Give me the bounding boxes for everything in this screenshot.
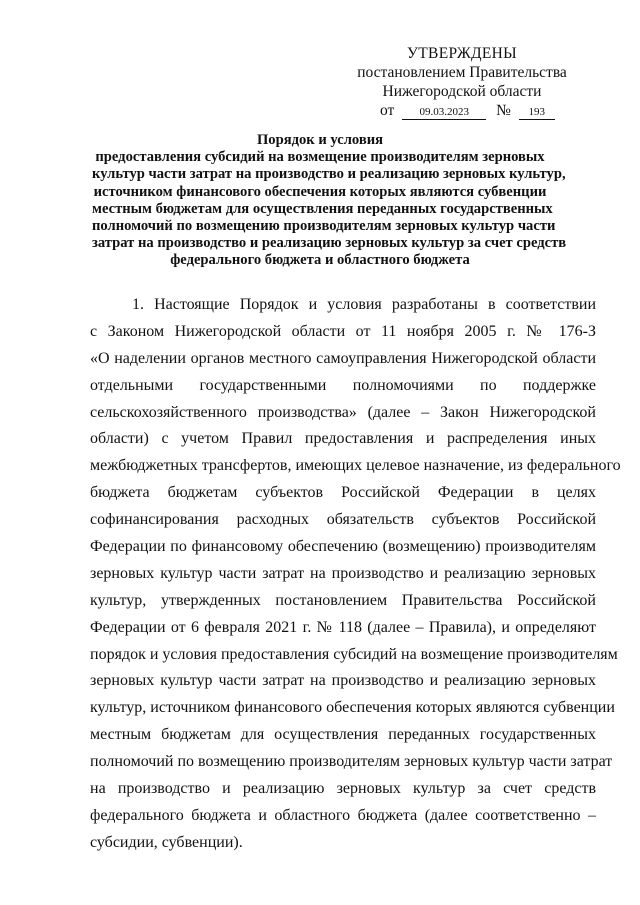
paragraph-line: культур, источником финансового обеспечения которых являются субвенции xyxy=(90,699,615,717)
paragraph-line: отдельными государственными полномочиями по поддержке xyxy=(90,376,596,394)
approval-line-2: Нижегородской области xyxy=(382,83,542,100)
paragraph-line: софинансирования расходных обязательств субъектов Российской xyxy=(90,511,596,529)
approval-heading: УТВЕРЖДЕНЫ xyxy=(407,45,517,62)
title-line: местным бюджетам для осуществления переданных государственных xyxy=(92,200,553,217)
title-line: полномочий по возмещению производителям зерновых культур части xyxy=(92,218,556,235)
decree-reference xyxy=(350,101,574,120)
paragraph-line: межбюджетных трансфертов, имеющих целевое назначение, из федерального xyxy=(90,457,621,475)
title-line: Порядок и условия xyxy=(256,132,384,148)
approval-block xyxy=(350,44,574,120)
approval-line-1: постановлением Правительства xyxy=(357,64,567,81)
paragraph-line: субсидии, субвенции). xyxy=(90,833,243,851)
paragraph-line: Федерации по финансовому обеспечению (возмещению) производителям xyxy=(90,538,596,556)
from-label: от xyxy=(380,102,395,119)
paragraph-line: зерновых культур части затрат на производство и реализацию зерновых xyxy=(90,564,596,582)
paragraph-line: порядок и условия предоставления субсидий на возмещение производителям xyxy=(90,645,618,663)
title-line: предоставления субсидий на возмещение производителям зерновых xyxy=(95,149,545,166)
document-title xyxy=(92,132,567,270)
paragraph-line: с Законом Нижегородской области от 11 ноября 2005 г. № 176-З xyxy=(90,322,596,340)
title-line: культур части затрат на производство и реализацию зерновых культур, xyxy=(92,166,566,183)
title-line: затрат на производство и реализацию зерновых культур за счет средств xyxy=(92,235,567,252)
paragraph-line: федерального бюджета и областного бюджета (далее соответственно – xyxy=(90,806,596,824)
number-label: № xyxy=(496,102,511,119)
decree-number: 193 xyxy=(519,105,555,120)
decree-date: 09.03.2023 xyxy=(402,105,486,120)
paragraph-line: «О наделении органов местного самоуправления Нижегородской области xyxy=(90,349,596,367)
paragraph-line: области) с учетом Правил предоставления и распределения иных xyxy=(90,430,596,448)
title-line: источником финансового обеспечения которых являются субвенции xyxy=(93,183,547,200)
paragraph-line: 1. Настоящие Порядок и условия разработаны в соответствии xyxy=(132,296,596,313)
paragraph-line: на производство и реализацию зерновых культур за счет средств xyxy=(90,780,596,798)
paragraph-line: зерновых культур части затрат на производство и реализацию зерновых xyxy=(90,672,596,690)
paragraph-line: местным бюджетам для осуществления переданных государственных xyxy=(90,726,596,744)
paragraph-1 xyxy=(90,292,621,857)
paragraph-line: сельскохозяйственного производства» (далее – Закон Нижегородской xyxy=(90,403,596,421)
title-line: федерального бюджета и областного бюджета xyxy=(170,252,470,269)
paragraph-line: культур, утвержденных постановлением Правительства Российской xyxy=(90,591,596,609)
paragraph-line: бюджета бюджетам субъектов Российской Федерации в целях xyxy=(90,484,596,502)
paragraph-line: Федерации от 6 февраля 2021 г. № 118 (далее – Правила), и определяют xyxy=(90,618,596,636)
paragraph-line: полномочий по возмещению производителям зерновых культур части затрат xyxy=(90,753,613,771)
